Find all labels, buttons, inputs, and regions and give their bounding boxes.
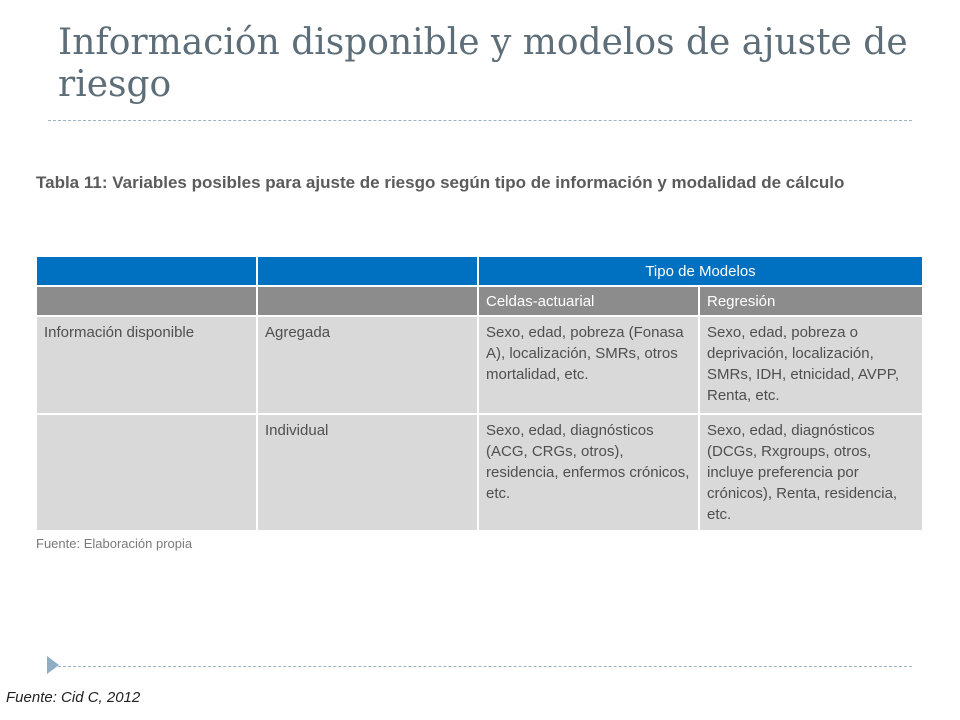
row-label-informacion-disponible: Información disponible (36, 316, 257, 414)
header-tipo-de-modelos: Tipo de Modelos (478, 256, 923, 286)
triangle-right-icon (47, 656, 59, 674)
celdas-cell: Sexo, edad, diagnósticos (ACG, CRGs, otros), residencia, enfermos crónicos, etc. (478, 414, 699, 531)
table-row (36, 316, 923, 414)
table-header-row-group (36, 256, 923, 286)
risk-adjustment-table (35, 255, 924, 532)
regresion-cell: Sexo, edad, diagnósticos (DCGs, Rxgroups, otros, incluye preferencia por crónicos), Renta, residencia, etc. (699, 414, 923, 531)
celdas-cell: Sexo, edad, pobreza (Fonasa A), localización, SMRs, otros mortalidad, etc. (478, 316, 699, 414)
title-divider (48, 120, 912, 121)
header-empty-cell (257, 256, 478, 286)
row-label-empty-cell (36, 414, 257, 531)
table-caption: Tabla 11: Variables posibles para ajuste de riesgo según tipo de información y modalidad de cálculo (36, 173, 845, 192)
subheader-empty-cell (36, 286, 257, 316)
regresion-cell: Sexo, edad, pobreza o deprivación, localización, SMRs, IDH, etnicidad, AVPP, Renta, etc. (699, 316, 923, 414)
footer-divider (48, 666, 912, 667)
row-type-cell: Individual (257, 414, 478, 531)
header-regresion: Regresión (699, 286, 923, 316)
subheader-empty-cell (257, 286, 478, 316)
header-celdas-actuarial: Celdas-actuarial (478, 286, 699, 316)
header-empty-cell (36, 256, 257, 286)
table-row (36, 414, 923, 531)
table-source-note: Fuente: Elaboración propia (36, 536, 193, 551)
row-type-cell: Agregada (257, 316, 478, 414)
slide-title: Información disponible y modelos de ajuste de riesgo (58, 22, 908, 105)
footer-source: Fuente: Cid C, 2012 (6, 689, 141, 706)
table-header-row-columns (36, 286, 923, 316)
